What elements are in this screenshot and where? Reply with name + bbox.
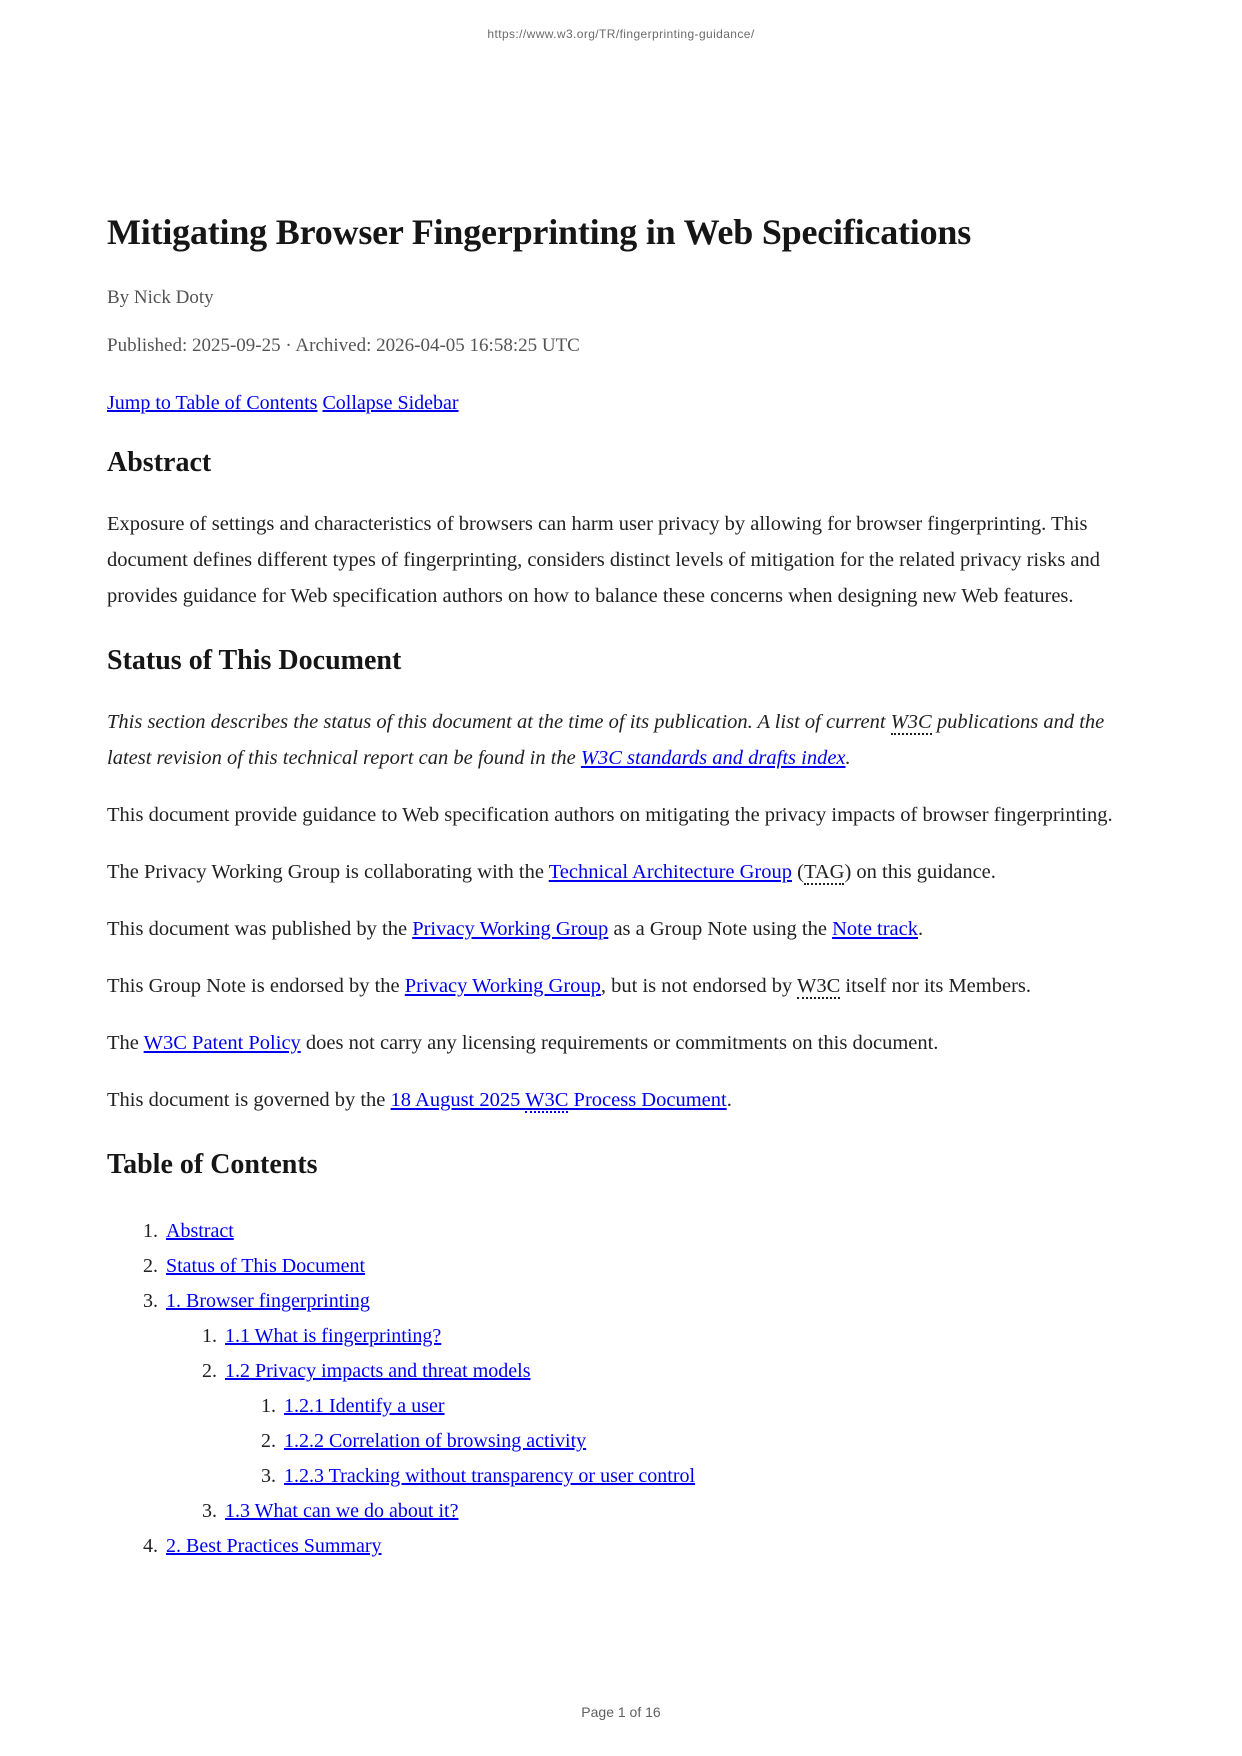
status-paragraph: The W3C Patent Policy does not carry any licensing requirements or commitments on this document. — [107, 1032, 939, 1054]
toc-link[interactable]: Status of This Document — [166, 1255, 366, 1277]
status-paragraph: This document provide guidance to Web specification authors on mitigating the privacy impacts of browser fingerprinting. — [107, 804, 1113, 826]
toc-link[interactable]: 1.2 Privacy impacts and threat models — [225, 1360, 531, 1382]
table-of-contents — [107, 1214, 1136, 1564]
toc-sublist — [225, 1389, 1136, 1494]
document-title: Mitigating Browser Fingerprinting in Web Specifications — [107, 212, 972, 252]
toc-link[interactable]: Abstract — [166, 1220, 234, 1242]
doc-nav-links — [107, 391, 1136, 416]
privacy-working-group-link[interactable]: Privacy Working Group — [412, 918, 609, 940]
toc-link[interactable]: 1.2.2 Correlation of browsing activity — [284, 1430, 587, 1452]
toc-link[interactable]: 1.2.1 Identify a user — [284, 1395, 445, 1417]
toc-link[interactable]: 1. Browser fingerprinting — [166, 1290, 370, 1312]
document-content — [107, 210, 1136, 1564]
status-paragraph: This Group Note is endorsed by the Privacy Working Group, but is not endorsed by W3C itself nor its Members. — [107, 975, 1032, 997]
collapse-sidebar-link[interactable]: Collapse Sidebar — [322, 392, 459, 414]
technical-architecture-group-link[interactable]: Technical Architecture Group — [548, 861, 793, 883]
page-url-header: https://www.w3.org/TR/fingerprinting-guidance/ — [487, 27, 755, 41]
toc-link[interactable]: 1.2.3 Tracking without transparency or user control — [284, 1465, 696, 1487]
toc-item — [163, 1214, 1136, 1249]
toc-item — [163, 1284, 1136, 1529]
toc-item — [281, 1424, 1136, 1459]
standards-and-drafts-index-link[interactable]: W3C standards and drafts index — [580, 747, 846, 769]
abstract-paragraph: Exposure of settings and characteristics of browsers can harm user privacy by allowing for browser fingerprinting. This document defines different types of fingerprinting, considers distinct levels of mitigation for the related privacy risks and provides guidance for Web specification authors on how to balance these concerns when designing new Web features. — [107, 513, 1101, 607]
toc-heading: Table of Contents — [107, 1149, 318, 1180]
status-paragraph: This document is governed by the 18 August 2025 W3C Process Document. — [107, 1089, 732, 1111]
jump-to-toc-link[interactable]: Jump to Table of Contents — [107, 392, 318, 414]
process-document-link[interactable]: 18 August 2025 W3C Process Document — [390, 1089, 727, 1111]
toc-link[interactable]: 1.1 What is fingerprinting? — [225, 1325, 442, 1347]
status-paragraph: This document was published by the Privacy Working Group as a Group Note using the Note track. — [107, 918, 924, 940]
page-number: Page 1 of 16 — [581, 1704, 661, 1720]
toc-item — [222, 1354, 1136, 1494]
toc-item — [222, 1494, 1136, 1529]
byline: By Nick Doty — [107, 287, 214, 308]
toc-link[interactable]: 2. Best Practices Summary — [166, 1535, 382, 1557]
toc-item — [163, 1249, 1136, 1284]
status-paragraph: This section describes the status of this document at the time of its publication. A list of current W3C publications and the latest revision of this technical report can be found in the W3C standards and drafts index. — [107, 711, 1105, 769]
toc-item — [222, 1319, 1136, 1354]
status-paragraph: The Privacy Working Group is collaborating with the Technical Architecture Group (TAG) on this guidance. — [107, 861, 996, 883]
toc-sublist — [166, 1319, 1136, 1529]
privacy-working-group-link[interactable]: Privacy Working Group — [404, 975, 601, 997]
status-heading: Status of This Document — [107, 645, 402, 676]
toc-link[interactable]: 1.3 What can we do about it? — [225, 1500, 459, 1522]
abbreviation: W3C — [890, 711, 932, 733]
abbreviation: W3C — [525, 1089, 569, 1111]
publish-archive-meta: Published: 2025-09-25 · Archived: 2026-04-05 16:58:25 UTC — [107, 335, 580, 356]
toc-item — [281, 1459, 1136, 1494]
toc-item — [281, 1389, 1136, 1424]
abstract-heading: Abstract — [107, 447, 212, 478]
abbreviation: W3C — [796, 975, 841, 997]
toc-item — [163, 1529, 1136, 1564]
abbreviation: TAG — [803, 861, 845, 883]
w3c-patent-policy-link[interactable]: W3C Patent Policy — [143, 1032, 301, 1054]
note-track-link[interactable]: Note track — [832, 918, 919, 940]
